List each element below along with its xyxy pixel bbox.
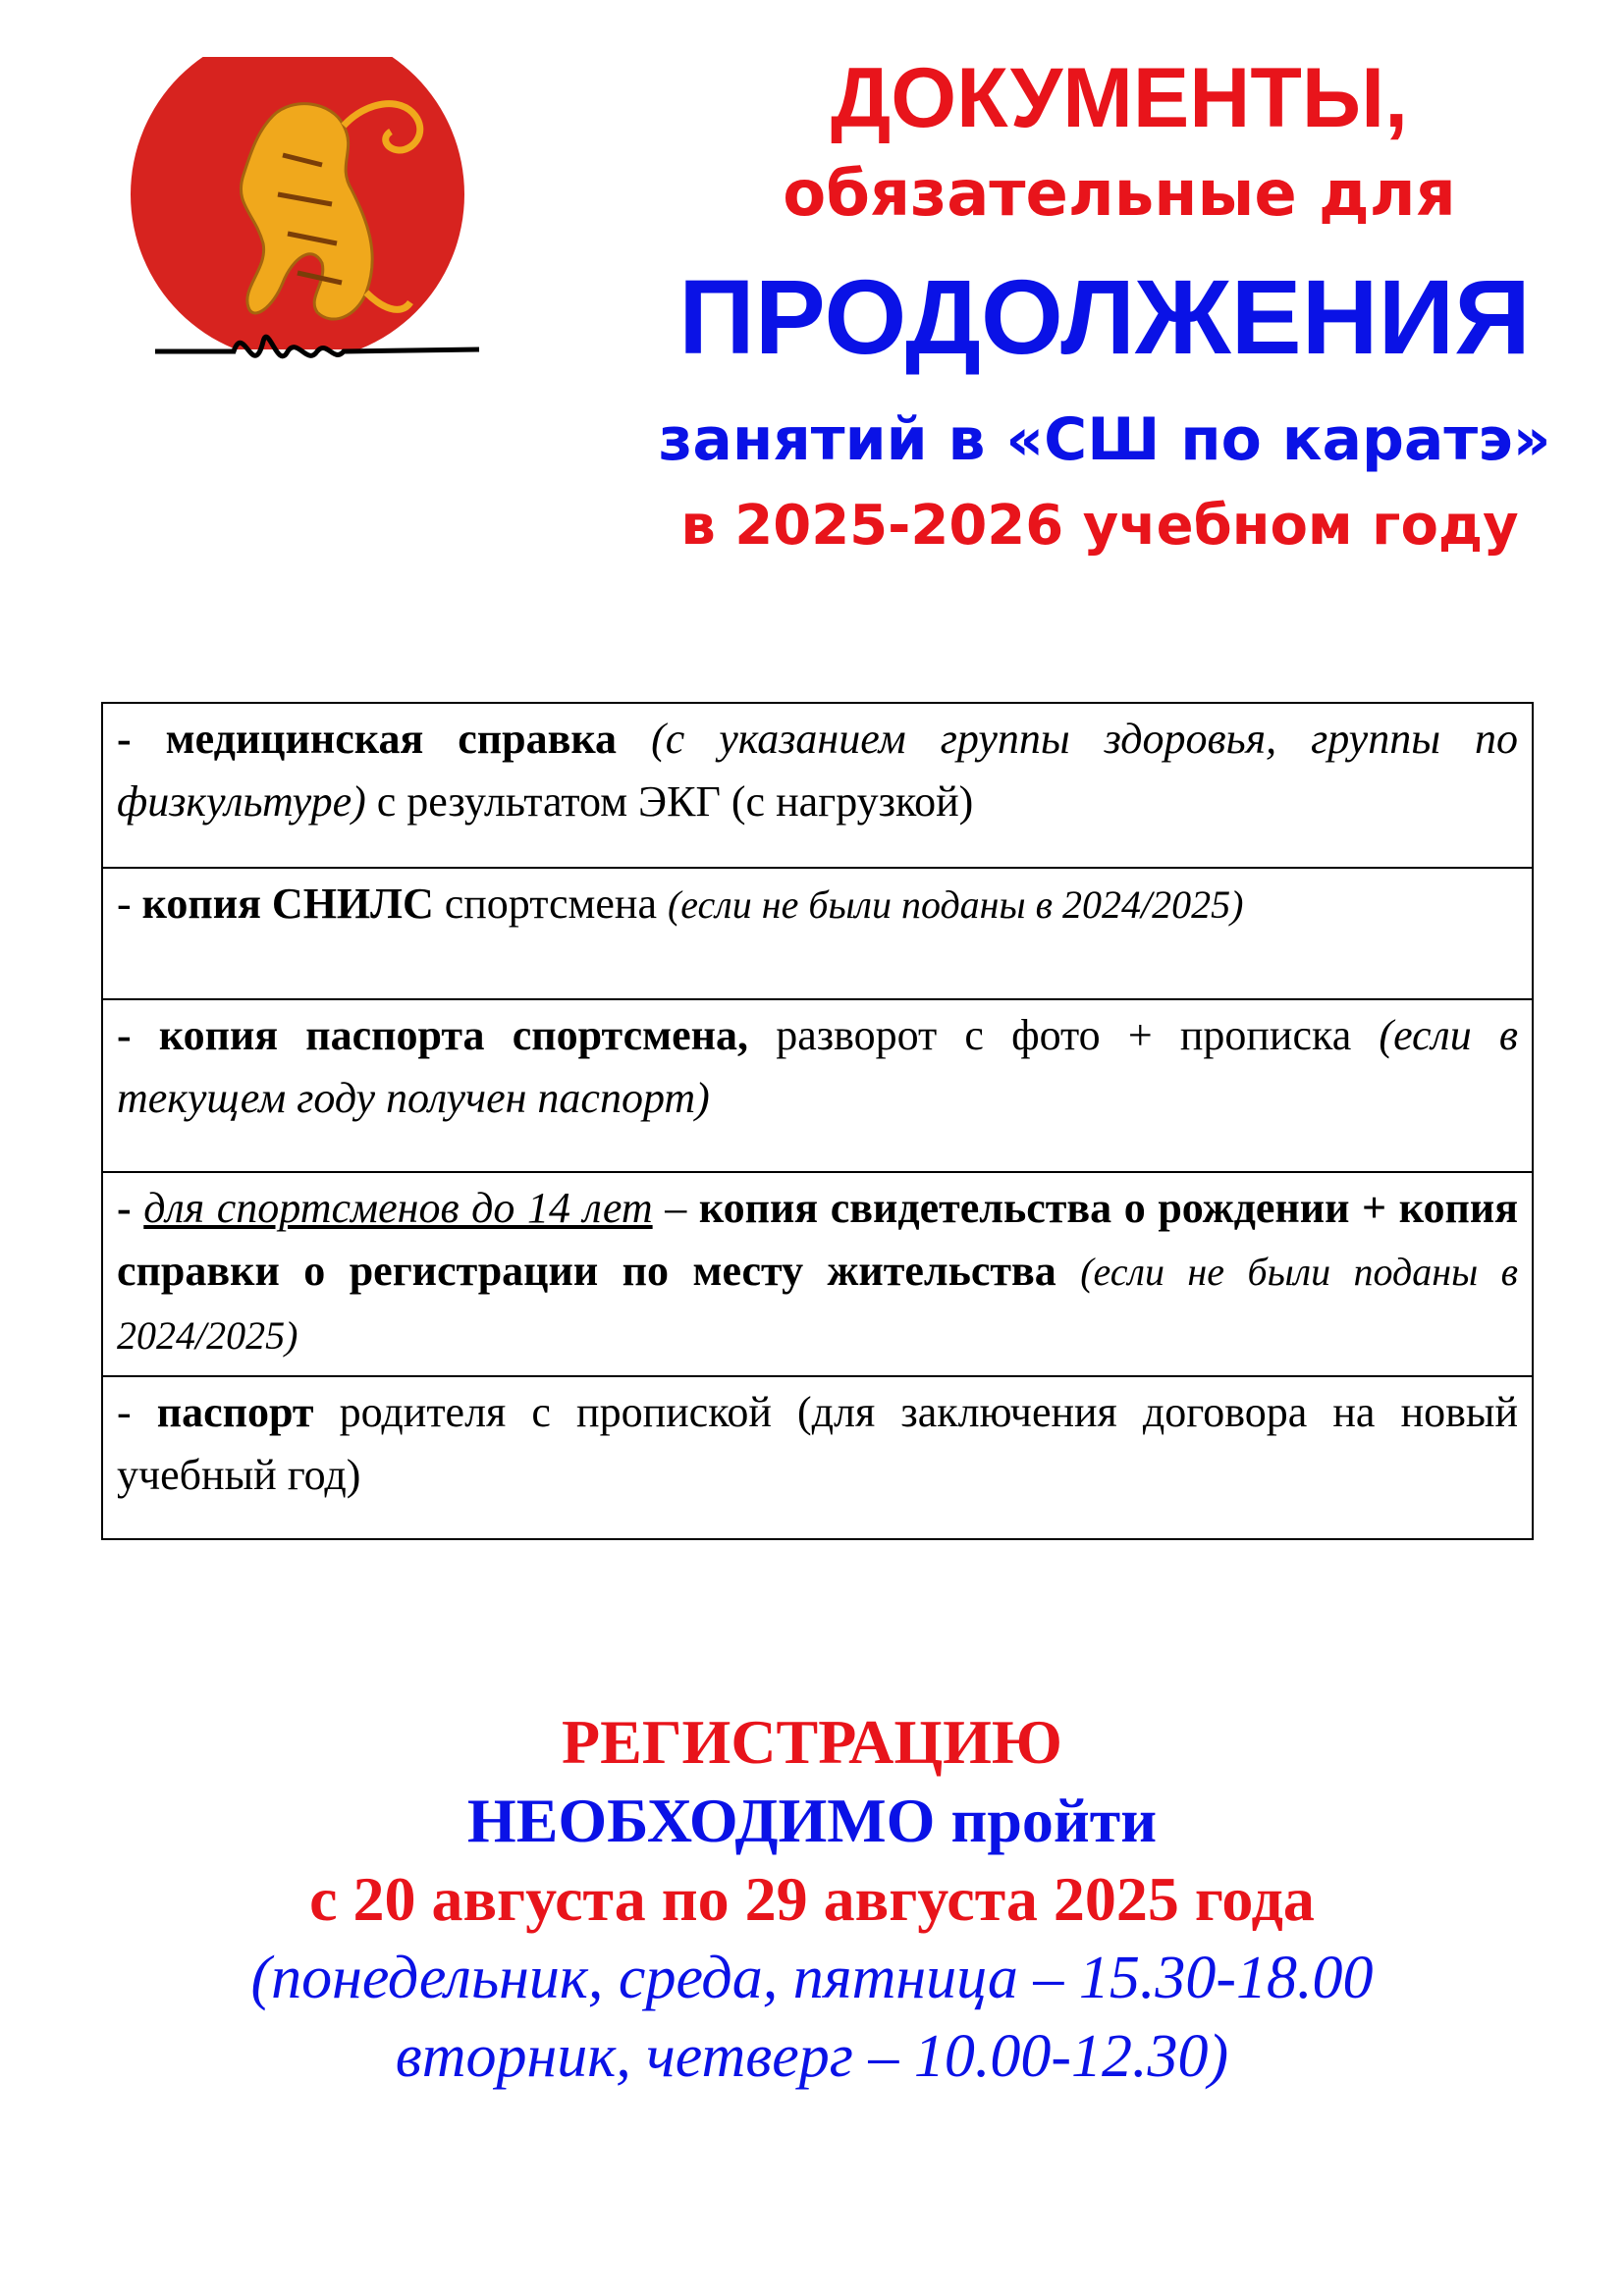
table-row bbox=[102, 1376, 1533, 1539]
item-title: паспорт bbox=[156, 1388, 314, 1436]
item-title: копия СНИЛС bbox=[141, 880, 434, 928]
registration-dates: с 20 августа по 29 августа 2025 года bbox=[309, 1864, 1315, 1934]
item-title: копия свидетельства о рождении + копия справки о регистрации по месту жительства bbox=[117, 1184, 1519, 1295]
item-note: (с указанием группы здоровья, группы по физкультуре) bbox=[117, 715, 1519, 826]
item-text: с результатом ЭКГ (с нагрузкой) bbox=[376, 777, 974, 826]
item-prefix: - bbox=[117, 715, 166, 763]
table-row bbox=[102, 1172, 1533, 1376]
table-row bbox=[102, 999, 1533, 1172]
item-note: (если в текущем году получен паспорт) bbox=[117, 1011, 1519, 1122]
document-item-birth-certificate bbox=[102, 1172, 1533, 1376]
item-text: разворот с фото + прописка bbox=[776, 1011, 1352, 1059]
document-item-parent-passport bbox=[102, 1376, 1533, 1539]
schedule-tue-thu: вторник, четверг – 10.00-12.30) bbox=[395, 2023, 1229, 2090]
header-school: занятий в «СШ по каратэ» bbox=[658, 405, 1551, 474]
logo-graphic bbox=[86, 57, 548, 396]
header-title: ДОКУМЕНТЫ, bbox=[830, 51, 1409, 145]
item-prefix: - bbox=[117, 1388, 157, 1436]
item-title: копия паспорта спортсмена, bbox=[158, 1011, 749, 1059]
document-item-passport bbox=[102, 999, 1533, 1172]
item-condition: для спортсменов до 14 лет bbox=[143, 1184, 653, 1232]
item-prefix: - bbox=[117, 1011, 159, 1059]
item-note: (если не были поданы в 2024/2025) bbox=[117, 1250, 1519, 1358]
header-subtitle: обязательные для bbox=[783, 158, 1456, 231]
header-year: в 2025-2026 учебном году bbox=[680, 494, 1519, 558]
item-title: медицинская справка bbox=[165, 715, 618, 763]
item-note: (если не были поданы в 2024/2025) bbox=[667, 882, 1244, 927]
registration-title: РЕГИСТРАЦИЮ bbox=[562, 1707, 1062, 1777]
document-item-snils bbox=[102, 868, 1533, 999]
item-prefix: - bbox=[117, 1184, 144, 1232]
document-item-medical bbox=[102, 703, 1533, 868]
documents-table bbox=[101, 702, 1534, 1540]
registration-required bbox=[0, 1782, 1624, 1860]
table-row bbox=[102, 868, 1533, 999]
shotokan-karate-logo bbox=[86, 57, 548, 396]
required-word: НЕОБХОДИМО bbox=[466, 1786, 936, 1855]
item-prefix: - bbox=[117, 880, 142, 928]
table-row bbox=[102, 703, 1533, 868]
required-rest: пройти bbox=[935, 1786, 1158, 1855]
header-emphasis: ПРОДОЛЖЕНИЯ bbox=[678, 257, 1531, 376]
schedule-mon-wed-fri: (понедельник, среда, пятница – 15.30-18.00 bbox=[250, 1945, 1374, 2011]
item-dash: – bbox=[652, 1184, 699, 1232]
item-text: спортсмена bbox=[444, 880, 657, 928]
item-text: родителя с пропиской (для заключения договора на новый учебный год) bbox=[117, 1388, 1519, 1499]
